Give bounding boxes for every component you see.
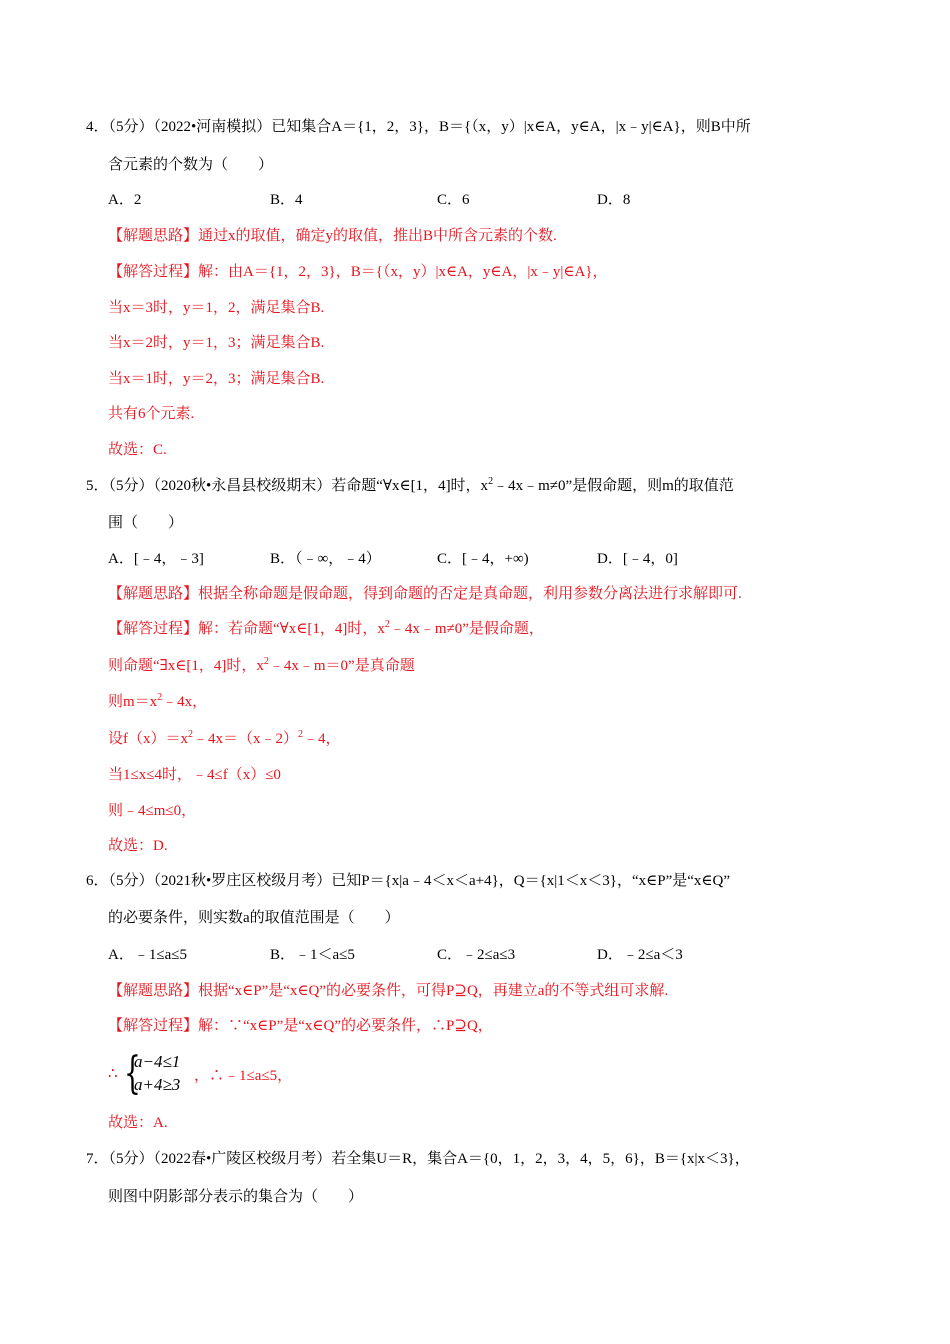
q4-step-1: 当x＝3时，y＝1，2，满足集合B. — [108, 300, 325, 316]
q6-inequality-2: a+4≥3 — [134, 1075, 181, 1094]
q5-step-3b: ﹣4x＝（x﹣2） — [193, 731, 299, 747]
q7-stem-line1: 7．（5分）（2022春•广陵区校级月考）若全集U＝R，集合A＝{0，1，2，3，4，5，6}，B＝{x|x＜3}， — [86, 1151, 750, 1167]
q4-step-4: 共有6个元素. — [108, 406, 195, 422]
q6-process-label: 【解答过程】 — [108, 1018, 199, 1034]
q5-option-a: A．[﹣4，﹣3] — [108, 551, 204, 567]
q5-stem-line1 — [86, 476, 734, 496]
q5-process — [108, 619, 544, 639]
q6-idea-text: 根据“x∈P”是“x∈Q”的必要条件，可得P⊇Q，再建立a的不等式组可求解. — [198, 983, 669, 999]
q5-step-1a: 则命题“∃x∈[1，4]时，x — [108, 658, 264, 674]
q4-idea — [108, 226, 557, 246]
q6-stem-line1: 6．（5分）（2021秋•罗庄区校级月考）已知P＝{x|a﹣4＜x＜a+4}，Q＝{x|1＜x＜3}，“x∈P”是“x∈Q” — [86, 873, 731, 889]
q7-stem-line2: 则图中阴影部分表示的集合为（ ） — [108, 1189, 364, 1205]
q5-option-b: B．（﹣∞，﹣4） — [270, 551, 381, 567]
q4-option-b: B．4 — [270, 192, 303, 208]
q6-option-b: B．﹣1＜a≤5 — [270, 947, 355, 963]
q6-brace: { — [124, 1048, 141, 1099]
q5-step-2 — [108, 692, 207, 712]
q5-idea-text: 根据全称命题是假命题，得到命题的否定是真命题，利用参数分离法进行求解即可. — [198, 586, 742, 602]
q5-step-5: 则﹣4≤m≤0， — [108, 803, 197, 819]
q4-process — [108, 262, 607, 282]
q6-therefore-symbol: ∴ — [108, 1066, 118, 1082]
q5-process-a: 解：若命题“∀x∈[1，4]时，x — [198, 621, 385, 637]
q4-stem-line2: 含元素的个数为（ ） — [108, 157, 274, 173]
q5-step-3a: 设f（x）＝x — [108, 731, 188, 747]
q4-step-2: 当x＝2时，y＝1，3；满足集合B. — [108, 335, 325, 351]
q5-stem-part-a: 5．（5分）（2020秋•永昌县校级期末）若命题“∀x∈[1，4]时，x — [86, 478, 489, 494]
q5-option-c: C．[﹣4，+∞) — [437, 551, 529, 567]
q6-process-text: 解：∵“x∈P”是“x∈Q”的必要条件，∴P⊇Q， — [198, 1018, 493, 1034]
q5-idea — [108, 584, 742, 604]
q6-inequality-result: ，∴﹣1≤a≤5， — [194, 1068, 293, 1084]
q5-step-2-exponent: 2 — [157, 692, 163, 703]
q5-process-exponent: 2 — [384, 619, 390, 630]
q5-step-3c: ﹣4， — [303, 731, 341, 747]
q4-process-label: 【解答过程】 — [108, 264, 199, 280]
q5-idea-label: 【解题思路】 — [108, 586, 199, 602]
q5-step-1-exponent: 2 — [263, 656, 269, 667]
q4-process-text: 解：由A＝{1，2，3}，B＝{（x，y）|x∈A，y∈A，|x﹣y|∈A}， — [198, 264, 608, 280]
q4-option-c: C．6 — [437, 192, 470, 208]
q4-step-3: 当x＝1时，y＝2，3；满足集合B. — [108, 371, 325, 387]
q6-process — [108, 1016, 493, 1036]
q5-step-3-exponent-1: 2 — [188, 729, 193, 740]
q4-idea-text: 通过x的取值，确定y的取值，推出B中所含元素的个数. — [198, 228, 557, 244]
q4-stem-line1: 4．（5分）（2022•河南模拟）已知集合A＝{1，2，3}，B＝{（x，y）|x∈A，y∈A，|x﹣y|∈A}，则B中所 — [86, 119, 751, 135]
q4-answer: 故选：C. — [108, 442, 167, 458]
q5-answer: 故选：D. — [108, 838, 168, 854]
q4-option-a: A．2 — [108, 192, 142, 208]
q5-process-b: ﹣4x﹣m≠0”是假命题， — [389, 621, 544, 637]
q6-option-c: C．﹣2≤a≤3 — [437, 947, 516, 963]
q6-option-d: D．﹣2≤a＜3 — [597, 947, 683, 963]
q5-process-label: 【解答过程】 — [108, 621, 199, 637]
q4-idea-label: 【解题思路】 — [108, 228, 199, 244]
q6-inequality-system — [108, 1050, 308, 1100]
q5-step-4: 当1≤x≤4时，﹣4≤f（x）≤0 — [108, 767, 281, 783]
q6-answer: 故选：A. — [108, 1115, 168, 1131]
q6-idea — [108, 981, 668, 1001]
q5-stem-part-b: ﹣4x﹣m≠0”是假命题，则m的取值范 — [493, 478, 734, 494]
q5-step-2b: ﹣4x， — [162, 694, 208, 710]
q5-step-2a: 则m＝x — [108, 694, 158, 710]
q5-stem-line2: 围（ ） — [108, 515, 184, 531]
q6-inequality-1: a−4≤1 — [134, 1052, 181, 1071]
q5-step-1b: ﹣4x﹣m＝0”是真命题 — [268, 658, 415, 674]
q5-stem-exponent: 2 — [488, 476, 494, 487]
q6-option-a: A．﹣1≤a≤5 — [108, 947, 187, 963]
q5-option-d: D．[﹣4，0] — [597, 551, 678, 567]
q6-stem-line2: 的必要条件，则实数a的取值范围是（ ） — [108, 910, 400, 926]
q5-step-3-exponent-2: 2 — [298, 729, 304, 740]
q5-step-1 — [108, 656, 415, 676]
q5-step-3 — [108, 729, 341, 749]
q6-idea-label: 【解题思路】 — [108, 983, 199, 999]
q4-option-d: D．8 — [597, 192, 631, 208]
